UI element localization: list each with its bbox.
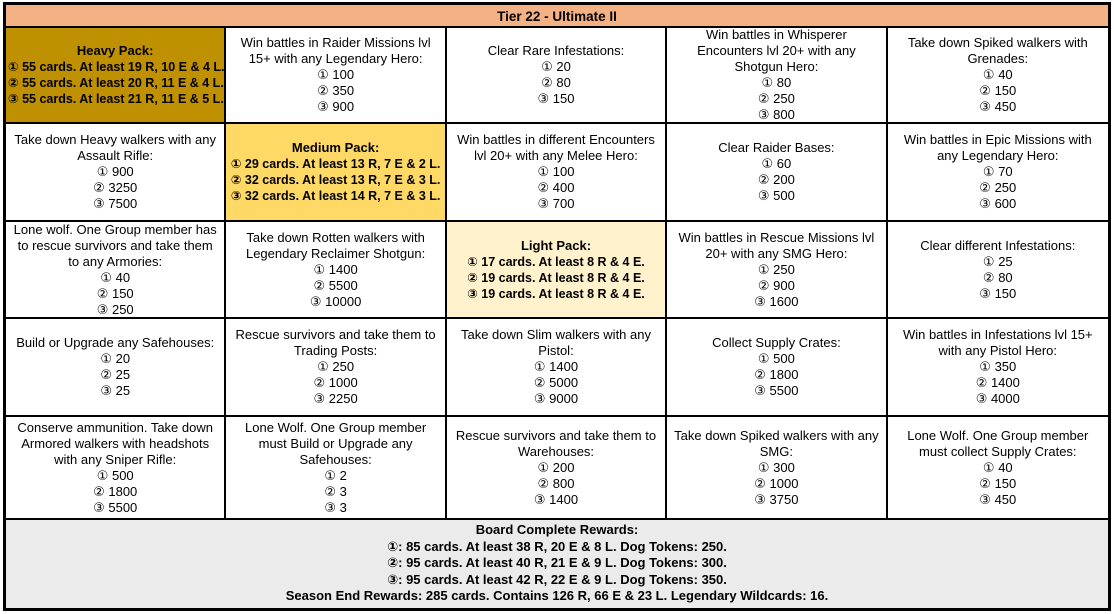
- mission-cell: [667, 28, 887, 124]
- tier-1-icon: ①: [100, 269, 112, 285]
- cell-title: Light Pack:: [520, 237, 592, 253]
- cell-title: Win battles in different Encounters lvl 20+ with any Melee Hero:: [457, 132, 655, 163]
- tier-line: ③ 19 cards. At least 8 R & 4 E.: [467, 286, 645, 301]
- cell-title: Take down Heavy walkers with any Assault Rifle:: [14, 132, 216, 163]
- tier-2-icon: ②: [8, 76, 19, 90]
- tier-1-icon: ①: [982, 67, 995, 82]
- tier-3-icon: ③: [975, 391, 988, 406]
- mission-cell: [667, 417, 887, 520]
- tier-line: ② 80: [541, 75, 571, 90]
- cell-title: Win battles in Epic Missions with any Legendary Hero:: [903, 132, 1092, 163]
- tier-line: ① 40: [982, 67, 1013, 82]
- tier-3-icon: ③: [230, 189, 242, 203]
- tier-line: ③ 3750: [754, 491, 799, 507]
- tier-2-icon: ②: [754, 475, 766, 491]
- tier-line: ② 250: [979, 180, 1017, 195]
- footer-line: Season End Rewards: 285 cards. Contains 126 R, 66 E & 23 L. Legendary Wildcards: 16.: [285, 588, 829, 603]
- tier-1-icon: ①: [757, 351, 770, 366]
- tier-line: ② 900: [757, 277, 795, 293]
- tier-line: ③ 500: [757, 188, 795, 203]
- tier-1-icon: ①: [757, 459, 770, 475]
- mission-cell: [6, 124, 226, 222]
- mission-cell: [888, 319, 1108, 417]
- tier-1-icon: ①: [313, 261, 326, 277]
- tier-3-icon: ③: [757, 107, 770, 122]
- tier-1-icon: ①: [537, 459, 550, 475]
- mission-cell: [6, 417, 226, 520]
- mission-cell: [888, 417, 1108, 520]
- tier-3-icon: ③: [537, 91, 550, 106]
- tier-2-icon: ②: [324, 483, 336, 499]
- tier-line: ① 20: [100, 351, 131, 366]
- tier-2-icon: ②: [317, 83, 329, 98]
- tier-3-icon: ③: [979, 285, 991, 301]
- tier-line: ① 500: [757, 351, 795, 366]
- tier-1-icon: ①: [541, 59, 553, 74]
- mission-cell: [447, 319, 667, 417]
- cell-title: Rescue survivors and take them to Trading Posts:: [235, 327, 436, 358]
- tier-line: ③ 7500: [93, 196, 138, 211]
- tier-2-icon: ②: [757, 277, 770, 293]
- tier-2-icon: ②: [313, 375, 326, 390]
- cell-title: Heavy Pack:: [76, 43, 154, 58]
- tier-1-icon: ①: [761, 156, 774, 171]
- tier-line: ② 1000: [313, 375, 358, 390]
- mission-cell: [888, 124, 1108, 222]
- tier-line: ② 5500: [313, 277, 358, 293]
- tier-1-icon: ①: [317, 359, 329, 374]
- tier-2-icon: ②: [467, 270, 478, 285]
- tier-1-icon: ①: [533, 359, 546, 374]
- tier-1-icon: ①: [979, 359, 991, 374]
- tier-line: ① 70: [982, 164, 1013, 179]
- tier-line: ② 3: [324, 483, 347, 499]
- mission-cell: [226, 222, 446, 319]
- mission-cell: [447, 124, 667, 222]
- mission-cell: [6, 222, 226, 319]
- tier-3-icon: ③: [754, 293, 766, 309]
- tier-line: ① 350: [979, 359, 1017, 374]
- cell-title: Rescue survivors and take them to Warehouses:: [455, 427, 657, 459]
- tier-1-icon: ①: [761, 75, 774, 90]
- tier-line: ② 1800: [93, 483, 138, 499]
- tier-1-icon: ①: [8, 60, 19, 74]
- tier-1-icon: ①: [467, 254, 478, 269]
- tier-3-icon: ③: [93, 196, 105, 211]
- tier-3-icon: ③: [309, 293, 322, 309]
- cell-title: Take down Spiked walkers with Grenades:: [907, 35, 1088, 66]
- cell-title: Clear Raider Bases:: [718, 140, 835, 155]
- tier-line: ① 200: [537, 459, 575, 475]
- cell-title: Take down Rotten walkers with Legendary Reclaimer Shotgun:: [245, 229, 426, 261]
- tier-line: ① 100: [537, 164, 575, 179]
- footer-line: ②: 95 cards. At least 40 R, 21 E & 9 L. Dog Tokens: 300.: [387, 555, 727, 570]
- mission-cell: [447, 417, 667, 520]
- tier-line: ① 100: [317, 67, 355, 82]
- tier-line: ③ 450: [979, 491, 1017, 507]
- tier-line: ③ 1400: [533, 491, 579, 507]
- tier-1-icon: ①: [324, 467, 336, 483]
- tier-2-icon: ②: [313, 277, 326, 293]
- cell-title: Clear Rare Infestations:: [487, 43, 625, 58]
- tier-line: ③ 9000: [533, 391, 579, 406]
- mission-cell: [667, 222, 887, 319]
- tier-line: ① 500: [96, 467, 134, 483]
- tier-line: ② 55 cards. At least 20 R, 11 E & 4 L.: [8, 76, 224, 90]
- cell-title: Take down Spiked walkers with any SMG:: [674, 427, 879, 459]
- cell-title: Win battles in Rescue Missions lvl 20+ with any SMG Hero:: [678, 229, 875, 261]
- tier-3-icon: ③: [533, 491, 546, 507]
- tier-line: ① 1400: [313, 261, 358, 277]
- tier-line: ② 1000: [754, 475, 799, 491]
- tier-3-icon: ③: [96, 301, 109, 317]
- tier-1-icon: ①: [982, 164, 995, 179]
- tier-line: ③ 150: [979, 285, 1017, 301]
- cell-title: Win battles in Infestations lvl 15+ with any Pistol Hero:: [902, 327, 1093, 358]
- tier-2-icon: ②: [757, 172, 770, 187]
- tier-line: ③ 800: [757, 107, 795, 122]
- tier-3-icon: ③: [979, 491, 991, 507]
- medium-pack-cell: [226, 124, 446, 222]
- tier-3-icon: ③: [100, 383, 112, 398]
- tier-line: ③ 700: [537, 196, 575, 211]
- cell-title: Take down Slim walkers with any Pistol:: [460, 327, 651, 358]
- tier-2-icon: ②: [537, 180, 550, 195]
- tier-line: ① 40: [100, 269, 131, 285]
- tier-line: ③ 600: [979, 196, 1017, 211]
- light-pack-cell: [447, 222, 667, 319]
- tier-line: ② 3250: [93, 180, 138, 195]
- tier-line: ② 200: [757, 172, 795, 187]
- mission-cell: [888, 28, 1108, 124]
- tier-3-icon: ③: [324, 499, 336, 515]
- tier-2-icon: ②: [754, 367, 766, 382]
- tier-line: ③ 3: [324, 499, 347, 515]
- tier-line: ② 1800: [754, 367, 799, 382]
- footer-line: ③: 95 cards. At least 42 R, 22 E & 9 L. Dog Tokens: 350.: [387, 571, 727, 587]
- cell-title: Win battles in Whisperer Encounters lvl 20+ with any Shotgun Hero:: [697, 28, 856, 74]
- cell-title: Medium Pack:: [291, 140, 380, 155]
- tier-line: ② 400: [537, 180, 575, 195]
- tier-line: ③ 32 cards. At least 14 R, 7 E & 3 L.: [230, 189, 441, 203]
- tier-line: ② 19 cards. At least 8 R & 4 E.: [467, 270, 645, 285]
- mission-cell: [226, 319, 446, 417]
- tier-1-icon: ①: [982, 253, 995, 269]
- cell-title: Lone Wolf. One Group member must Build or Upgrade any Safehouses:: [245, 419, 427, 467]
- cell-title: Clear different Infestations:: [920, 237, 1076, 253]
- tier-line: ② 800: [537, 475, 575, 491]
- cell-title: Conserve ammunition. Take down Armored walkers with headshots with any Sniper Rifle:: [17, 419, 213, 467]
- tier-2-icon: ②: [533, 375, 546, 390]
- mission-cell: [226, 417, 446, 520]
- tier-2-icon: ②: [93, 483, 105, 499]
- cell-title: Build or Upgrade any Safehouses:: [16, 335, 215, 350]
- tier-1-icon: ①: [757, 261, 770, 277]
- tier-1-icon: ①: [537, 164, 550, 179]
- cell-title: Lone wolf. One Group member has to rescue survivors and take them to any Armories:: [13, 222, 217, 269]
- tier-line: ③ 450: [979, 99, 1017, 114]
- tier-3-icon: ③: [537, 196, 550, 211]
- tier-3-icon: ③: [313, 391, 326, 406]
- tier-line: ③ 4000: [975, 391, 1020, 406]
- tier-line: ③ 55 cards. At least 21 R, 11 E & 5 L.: [8, 92, 224, 106]
- tier-3-icon: ③: [979, 196, 991, 211]
- board-title: Tier 22 - Ultimate II: [6, 5, 1108, 28]
- tier-line: ② 1400: [975, 375, 1020, 390]
- tier-line: ① 25: [982, 253, 1013, 269]
- mission-board: [3, 2, 1111, 611]
- mission-cell: [667, 124, 887, 222]
- tier-line: ① 20: [541, 59, 571, 74]
- tier-2-icon: ②: [982, 269, 995, 285]
- tier-line: ① 55 cards. At least 19 R, 10 E & 4 L.: [8, 60, 225, 74]
- footer-title: Board Complete Rewards:: [475, 522, 639, 537]
- tier-line: ① 2: [324, 467, 347, 483]
- footer-line: ①: 85 cards. At least 38 R, 20 E & 8 L. Dog Tokens: 250.: [387, 538, 727, 554]
- mission-cell: [888, 222, 1108, 319]
- tier-2-icon: ②: [979, 180, 991, 195]
- tier-3-icon: ③: [317, 99, 329, 114]
- tier-3-icon: ③: [467, 286, 478, 301]
- cell-title: Win battles in Raider Missions lvl 15+ with any Legendary Hero:: [240, 35, 431, 66]
- tier-line: ① 250: [317, 359, 355, 374]
- heavy-pack-cell: [6, 28, 226, 124]
- tier-2-icon: ②: [757, 91, 770, 106]
- tier-3-icon: ③: [979, 99, 991, 114]
- cell-title: Collect Supply Crates:: [712, 335, 841, 350]
- tier-line: ① 300: [757, 459, 795, 475]
- tier-3-icon: ③: [754, 491, 766, 507]
- tier-line: ③ 1600: [754, 293, 799, 309]
- tier-line: ③ 5500: [754, 383, 799, 398]
- tier-line: ② 250: [757, 91, 795, 106]
- tier-line: ① 29 cards. At least 13 R, 7 E & 2 L.: [230, 157, 441, 171]
- tier-line: ② 80: [982, 269, 1013, 285]
- tier-line: ① 60: [761, 156, 792, 171]
- board-footer: [6, 520, 1108, 608]
- mission-cell: [447, 28, 667, 124]
- tier-line: ③ 5500: [93, 499, 138, 515]
- tier-line: ③ 10000: [309, 293, 362, 309]
- tier-line: ③ 25: [100, 383, 131, 398]
- tier-line: ③ 2250: [313, 391, 358, 406]
- tier-line: ② 150: [979, 83, 1017, 98]
- tier-1-icon: ①: [317, 67, 329, 82]
- mission-cell: [226, 28, 446, 124]
- tier-2-icon: ②: [541, 75, 553, 90]
- tier-line: ② 350: [317, 83, 355, 98]
- tier-line: ① 17 cards. At least 8 R & 4 E.: [467, 254, 645, 269]
- tier-3-icon: ③: [757, 188, 770, 203]
- tier-1-icon: ①: [230, 157, 242, 171]
- tier-2-icon: ②: [100, 367, 112, 382]
- tier-line: ① 900: [96, 164, 134, 179]
- tier-line: ① 1400: [533, 359, 579, 374]
- tier-2-icon: ②: [230, 173, 242, 187]
- tier-1-icon: ①: [100, 351, 112, 366]
- mission-cell: [6, 319, 226, 417]
- tier-3-icon: ③: [533, 391, 546, 406]
- mission-cell: [667, 319, 887, 417]
- tier-line: ① 250: [757, 261, 795, 277]
- tier-line: ② 25: [100, 367, 131, 382]
- tier-line: ② 150: [96, 285, 134, 301]
- tier-3-icon: ③: [93, 499, 105, 515]
- tier-line: ① 80: [761, 75, 792, 90]
- tier-2-icon: ②: [93, 180, 105, 195]
- tier-line: ② 32 cards. At least 13 R, 7 E & 3 L.: [230, 173, 441, 187]
- tier-2-icon: ②: [537, 475, 550, 491]
- tier-3-icon: ③: [754, 383, 766, 398]
- tier-line: ① 40: [982, 459, 1013, 475]
- tier-3-icon: ③: [8, 92, 19, 106]
- tier-1-icon: ①: [96, 164, 109, 179]
- tier-line: ② 5000: [533, 375, 579, 390]
- cell-title: Lone Wolf. One Group member must collect Supply Crates:: [907, 427, 1089, 459]
- tier-line: ③ 900: [317, 99, 355, 114]
- tier-2-icon: ②: [975, 375, 988, 390]
- tier-2-icon: ②: [979, 83, 991, 98]
- tier-line: ③ 250: [96, 301, 134, 317]
- tier-1-icon: ①: [982, 459, 995, 475]
- tier-1-icon: ①: [96, 467, 109, 483]
- tier-line: ③ 150: [537, 91, 575, 106]
- mission-grid: [6, 28, 1108, 520]
- tier-2-icon: ②: [96, 285, 109, 301]
- tier-line: ② 150: [979, 475, 1017, 491]
- tier-2-icon: ②: [979, 475, 991, 491]
